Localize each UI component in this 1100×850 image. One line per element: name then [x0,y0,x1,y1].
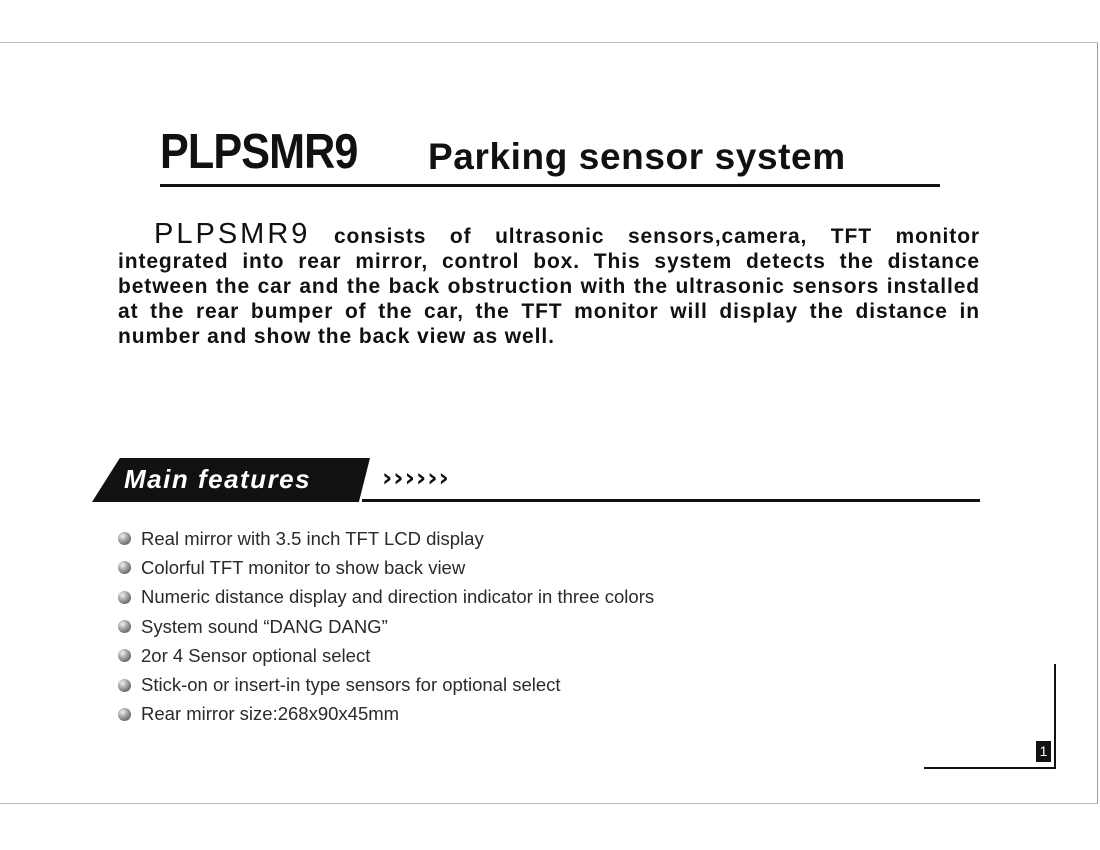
sphere-bullet-icon [118,561,131,574]
feature-item [118,583,654,612]
features-header [92,458,980,504]
sphere-bullet-icon [118,620,131,633]
intro-paragraph [118,218,980,349]
feature-text: System sound “DANG DANG” [141,615,388,637]
intro-lead: PLPSMR9 [154,218,311,250]
feature-list [118,524,654,729]
product-code: PLPSMR9 [160,125,358,179]
sphere-bullet-icon [118,591,131,604]
sphere-bullet-icon [118,532,131,545]
corner-horizontal-rule [924,767,1056,769]
feature-text: Rear mirror size:268x90x45mm [141,703,400,725]
feature-text: Real mirror with 3.5 inch TFT LCD display [141,527,484,549]
feature-item [118,670,654,699]
sphere-bullet-icon [118,649,131,662]
sphere-bullet-icon [118,679,131,692]
corner-vertical-rule [1054,664,1056,768]
feature-text: Colorful TFT monitor to show back view [141,556,466,578]
feature-item [118,553,654,582]
intro-body: consists of ultrasonic sensors,camera, TFT monitor integrated into rear mirror, control box. This system detects the distance between the car and the back obstruction with the ultrasonic sensors installed at the rear bumper of the car, the TFT monitor will display the distance in number and show the back view as well. [118,225,980,348]
feature-text: 2or 4 Sensor optional select [141,644,371,666]
chevrons-icon: ›››››› [382,463,450,492]
feature-text: Numeric distance display and direction indicator in three colors [141,586,655,608]
features-heading: Main features [124,464,312,494]
feature-text: Stick-on or insert-in type sensors for optional select [141,674,561,696]
features-rule [362,499,980,502]
page-number: 1 [1036,741,1051,762]
product-subtitle: Parking sensor system [428,136,846,177]
page-title [160,125,940,187]
sphere-bullet-icon [118,708,131,721]
feature-item [118,612,654,641]
feature-item [118,524,654,553]
feature-item [118,700,654,729]
feature-item [118,641,654,670]
